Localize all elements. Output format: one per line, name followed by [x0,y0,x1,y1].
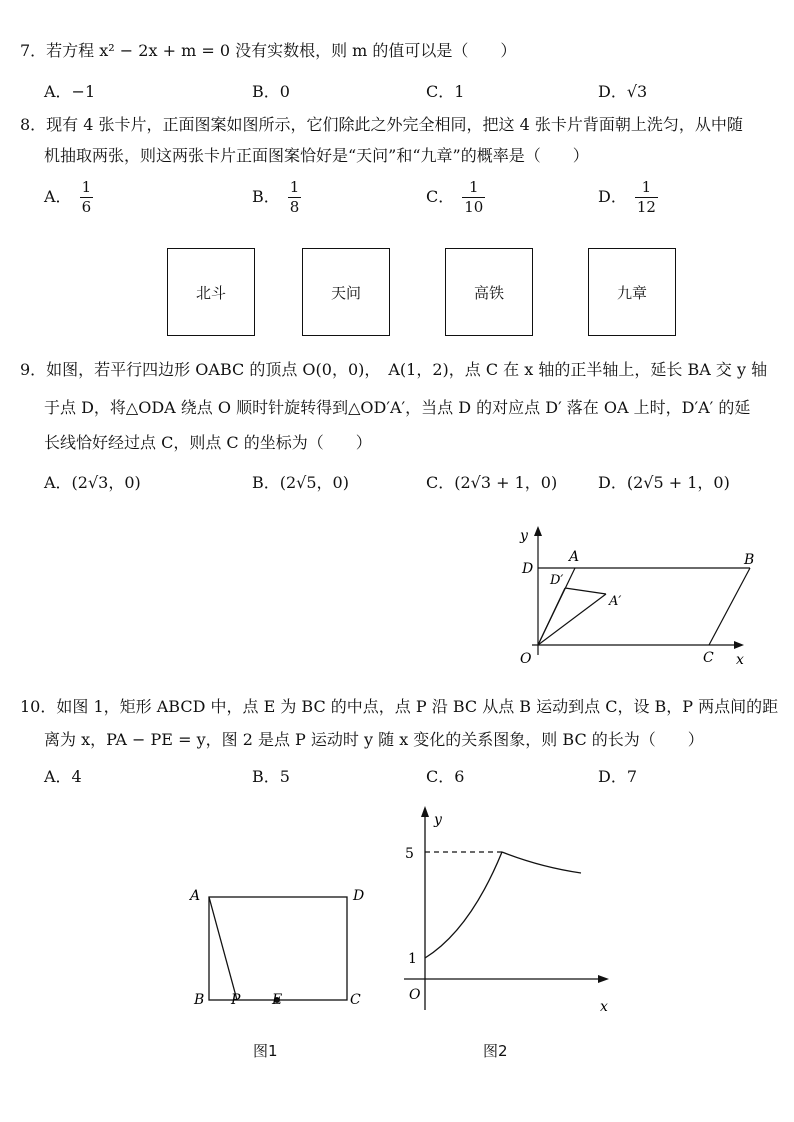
label-aprime: A′ [609,594,622,609]
label-d: D [522,561,534,577]
label-dprime: D′ [550,573,564,588]
label-e: E [272,992,283,1008]
segment-oaprime [538,594,606,645]
q8-option-d-label: D． [598,187,627,206]
q9-option-c: C．(2√3 + 1，0) [426,473,558,492]
label-x: x [736,652,744,668]
numerator: 1 [81,178,92,196]
q8-option-c [426,178,485,217]
card-tianwen: 天问 [302,248,390,336]
label-five: 5 [405,846,414,862]
q8-option-c-label: C． [426,187,455,206]
label-x: x [600,999,608,1015]
q10-figure2-graph [390,800,620,1022]
fraction [462,178,485,217]
q10-stem-line1: 10．如图 1，矩形 ABCD 中，点 E 为 BC 的中点，点 P 沿 BC 从点 B 运动到点 C，设 B，P 两点间的距 [20,697,779,716]
rectangle-abcd [209,897,347,1000]
q8-option-b [252,178,301,217]
q10-option-c: C．6 [426,767,465,786]
q10-figure1-rectangle [180,880,380,1020]
numerator: 1 [635,178,658,198]
q9-option-d: D．(2√5 + 1，0) [598,473,730,492]
q9-option-a: A．(2√3，0) [44,473,141,492]
label-y: y [520,528,528,544]
q8-option-a [44,178,93,217]
q8-option-a-label: A． [44,187,72,206]
label-c: C [350,992,361,1008]
y-axis-arrow [421,806,429,817]
curve-falling [502,852,581,873]
y-axis-arrow [534,526,542,536]
caption-figure1: 图1 [253,1042,278,1060]
fraction [288,178,302,217]
q8-option-b-label: B． [252,187,280,206]
denominator: 8 [289,198,300,216]
q7-stem: 7．若方程 x² − 2x + m = 0 没有实数根，则 m 的值可以是（ ） [20,41,517,60]
q8-stem-line2: 机抽取两张，则这两张卡片正面图案恰好是“天问”和“九章”的概率是（ ） [44,146,589,165]
numerator: 1 [462,178,485,198]
label-a: A [569,549,580,565]
label-p: P [231,992,241,1008]
card-jiuzhang: 九章 [588,248,676,336]
label-o: O [409,987,421,1003]
segment-dprime-aprime [565,588,606,594]
label-b: B [744,552,755,568]
label-o: O [520,651,532,667]
card-gaotie: 高铁 [445,248,533,336]
q8-stem-line1: 8．现有 4 张卡片，正面图案如图所示，它们除此之外完全相同，把这 4 张卡片背面朝上洗匀，从中随 [20,115,743,134]
x-axis-arrow [734,641,744,649]
fraction [635,178,658,217]
denominator: 6 [81,198,92,216]
q10-option-a: A．4 [44,767,82,786]
segment-odprime [538,588,565,645]
denominator: 12 [636,198,656,216]
segment-ap [209,897,237,1000]
label-y: y [434,812,442,828]
q7-option-c: C．1 [426,82,465,101]
x-axis-arrow [598,975,609,983]
q9-stem-line2: 于点 D，将△ODA 绕点 O 顺时针旋转得到△OD′A′，当点 D 的对应点 D′ 落在 OA 上时，D′A′ 的延 [44,398,751,417]
label-a: A [190,888,201,904]
q7-option-a: A．−1 [44,82,96,101]
q7-option-b: B．0 [252,82,290,101]
q9-parallelogram-figure [510,520,770,670]
curve-rising [425,852,502,958]
q10-option-b: B．5 [252,767,290,786]
q10-stem-line2: 离为 x，PA − PE = y，图 2 是点 P 运动时 y 随 x 变化的关系图象，则 BC 的长为（ ） [44,730,704,749]
q10-option-d: D．7 [598,767,638,786]
label-b: B [194,992,205,1008]
denominator: 10 [464,198,484,216]
label-c: C [703,650,714,666]
numerator: 1 [289,178,300,196]
side-bc [709,568,750,645]
q8-option-d [598,178,658,217]
caption-figure2: 图2 [483,1042,508,1060]
q7-option-d: D．√3 [598,82,648,101]
label-one: 1 [408,951,417,967]
label-d: D [353,888,365,904]
fraction [80,178,94,217]
q9-stem-line1: 9．如图，若平行四边形 OABC 的顶点 O(0，0)， A(1，2)，点 C 在 x 轴的正半轴上，延长 BA 交 y 轴 [20,360,768,379]
q9-stem-line3: 长线恰好经过点 C，则点 C 的坐标为（ ） [44,433,372,452]
q9-option-b: B．(2√5，0) [252,473,349,492]
card-beidou: 北斗 [167,248,255,336]
